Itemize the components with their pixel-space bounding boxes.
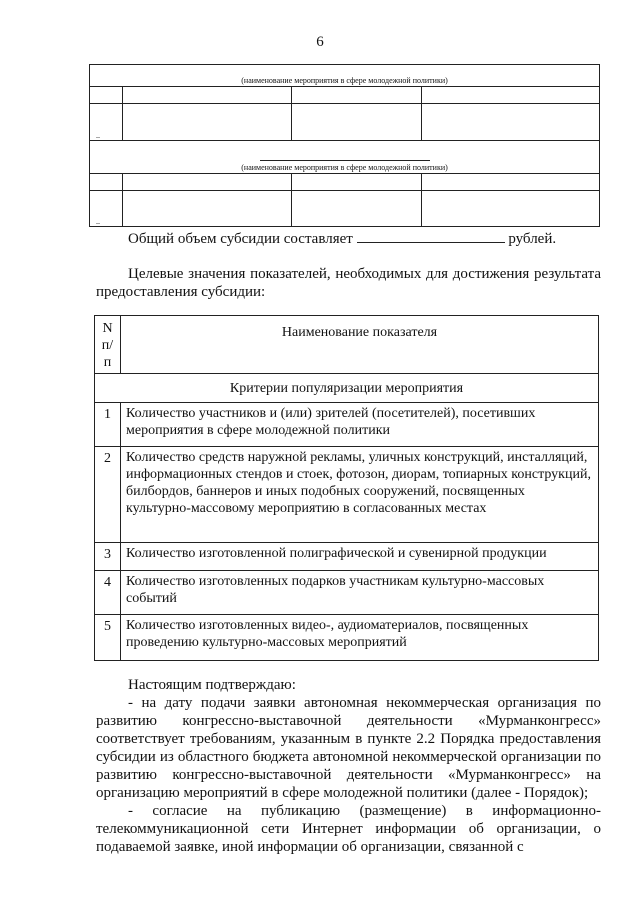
event-caption: (наименование мероприятия в сфере молодежной политики) <box>241 76 448 85</box>
page-number: 6 <box>316 34 324 50</box>
grid-cell <box>123 191 292 227</box>
indicators-header-row <box>95 316 599 374</box>
row-text: Количество изготовленных видео-, аудиоматериалов, посвященных проведению культурно-массовых мероприятий <box>121 615 599 661</box>
subsidy-total-line <box>128 229 556 248</box>
grid-cell <box>292 87 422 104</box>
targets-intro: Целевые значения показателей, необходимых для достижения результата предоставления субсидии: <box>96 266 601 300</box>
grid-cell <box>422 174 600 191</box>
grid-cell <box>292 191 422 227</box>
row-num: 2 <box>95 447 121 543</box>
event-caption-cell <box>90 141 600 174</box>
row-num: 5 <box>95 615 121 661</box>
grid-cell <box>90 174 123 191</box>
row-text: Количество изготовленных подарков участникам культурно-массовых событий <box>121 571 599 615</box>
subsidy-total-prefix: Общий объем субсидии составляет <box>128 231 353 247</box>
row-marker: .. <box>90 191 123 227</box>
row-num: 1 <box>95 403 121 447</box>
row-text: Количество участников и (или) зрителей (посетителей), посетивших мероприятия в сфере молодежной политики <box>121 403 599 447</box>
subsidy-total-suffix: рублей. <box>508 231 557 247</box>
row-text: Количество средств наружной рекламы, уличных конструкций, инсталляций, информационных стендов и стоек, фотозон, диорам, топиарных конструкций, билбордов, баннеров и иных подобных сооружений, посвященных культурно-массовому мероприятию в согласованных местах <box>121 447 599 543</box>
grid-cell <box>422 191 600 227</box>
grid-cell <box>292 174 422 191</box>
table-row <box>95 403 599 447</box>
confirm-paragraph-2: - согласие на публикацию (размещение) в информационно-телекоммуникационной сети Интернет информации об организации, о подаваемой заявке, иной информации об организации, связанной с <box>96 803 601 855</box>
section-title: Критерии популяризации мероприятия <box>95 374 599 403</box>
row-num: 4 <box>95 571 121 615</box>
table-row <box>95 447 599 543</box>
indicators-section-row <box>95 374 599 403</box>
row-num: 3 <box>95 543 121 571</box>
confirm-paragraph-1: - на дату подачи заявки автономная некоммерческая организация по развитию конгрессно-выставочной деятельности «Мурманконгресс» соответствует требованиям, указанным в пункте 2.2 Порядка предоставления субсидии из областного бюджета автономной некоммерческой организации по развитию конгрессно-выставочной деятельности «Мурманконгресс» на организацию мероприятий в сфере молодежной политики (далее - Порядок); <box>96 695 601 801</box>
subsidy-amount-blank <box>357 229 505 243</box>
grid-cell <box>90 87 123 104</box>
indicators-table <box>94 315 599 661</box>
grid-cell <box>123 104 292 141</box>
row-text: Количество изготовленной полиграфической и сувенирной продукции <box>121 543 599 571</box>
table-row <box>95 571 599 615</box>
grid-cell <box>123 87 292 104</box>
grid-cell <box>123 174 292 191</box>
grid-cell <box>422 87 600 104</box>
table-row <box>95 543 599 571</box>
header-title: Наименование показателя <box>121 316 599 374</box>
event-grid <box>89 64 600 227</box>
header-num: N п/п <box>95 316 121 374</box>
event-caption-cell <box>90 65 600 87</box>
event-caption: (наименование мероприятия в сфере молодежной политики) <box>241 163 448 172</box>
confirm-block <box>96 676 601 856</box>
grid-cell <box>292 104 422 141</box>
confirm-lead: Настоящим подтверждаю: <box>128 677 296 693</box>
table-row <box>95 615 599 661</box>
grid-cell <box>422 104 600 141</box>
row-marker: .. <box>90 104 123 141</box>
